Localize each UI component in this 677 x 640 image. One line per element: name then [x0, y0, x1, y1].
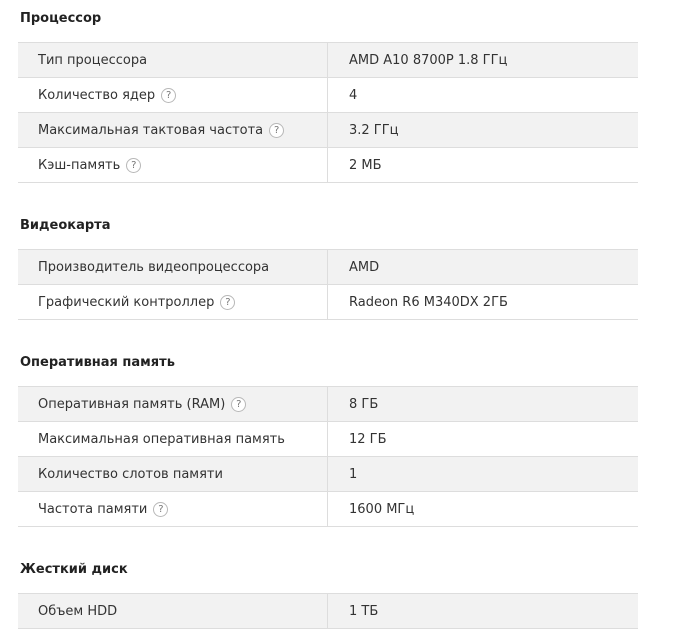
spec-label: Кэш-память	[38, 157, 121, 173]
spec-label: Количество ядер	[38, 87, 156, 103]
spec-label: Максимальная оперативная память	[38, 431, 285, 447]
section-title-processor: Процессор	[20, 11, 102, 26]
spec-label-cell	[18, 492, 328, 526]
spec-label: Оперативная память (RAM)	[38, 396, 226, 412]
spec-label-cell	[18, 78, 328, 112]
spec-label: Графический контроллер	[38, 294, 215, 310]
section-title-ram: Оперативная память	[20, 355, 175, 370]
spec-label: Частота памяти	[38, 501, 148, 517]
spec-row	[18, 594, 638, 629]
spec-label-cell	[18, 113, 328, 147]
spec-label-cell	[18, 43, 328, 77]
spec-row	[18, 250, 638, 285]
spec-label: Объем HDD	[38, 603, 118, 619]
spec-value: 2 МБ	[349, 157, 382, 173]
spec-value: 8 ГБ	[349, 396, 379, 412]
help-icon[interactable]: ?	[220, 295, 235, 310]
spec-value: 1 ТБ	[349, 603, 379, 619]
help-icon[interactable]: ?	[161, 88, 176, 103]
spec-row	[18, 387, 638, 422]
spec-row	[18, 285, 638, 320]
spec-label-cell	[18, 387, 328, 421]
spec-label: Производитель видеопроцессора	[38, 259, 270, 275]
spec-value: 12 ГБ	[349, 431, 387, 447]
spec-label-cell	[18, 250, 328, 284]
spec-value: 1	[349, 466, 358, 482]
spec-value: 4	[349, 87, 358, 103]
section-title-videocard: Видеокарта	[20, 218, 111, 233]
spec-value: AMD	[349, 259, 380, 275]
spec-row	[18, 78, 638, 113]
spec-row	[18, 113, 638, 148]
spec-label: Количество слотов памяти	[38, 466, 223, 482]
spec-row	[18, 457, 638, 492]
spec-label-cell	[18, 285, 328, 319]
spec-row	[18, 492, 638, 527]
spec-label-cell	[18, 594, 328, 628]
spec-label-cell	[18, 457, 328, 491]
help-icon[interactable]: ?	[269, 123, 284, 138]
spec-row	[18, 422, 638, 457]
help-icon[interactable]: ?	[231, 397, 246, 412]
spec-label: Тип процессора	[38, 52, 148, 68]
spec-value: AMD A10 8700P 1.8 ГГц	[349, 52, 508, 68]
spec-value: 3.2 ГГц	[349, 122, 399, 138]
spec-value: Radeon R6 M340DX 2ГБ	[349, 294, 508, 310]
spec-label-cell	[18, 148, 328, 182]
spec-row	[18, 148, 638, 183]
spec-label-cell	[18, 422, 328, 456]
help-icon[interactable]: ?	[126, 158, 141, 173]
help-icon[interactable]: ?	[153, 502, 168, 517]
section-title-hdd: Жесткий диск	[20, 562, 128, 577]
spec-row	[18, 43, 638, 78]
spec-label: Максимальная тактовая частота	[38, 122, 264, 138]
spec-value: 1600 МГц	[349, 501, 415, 517]
